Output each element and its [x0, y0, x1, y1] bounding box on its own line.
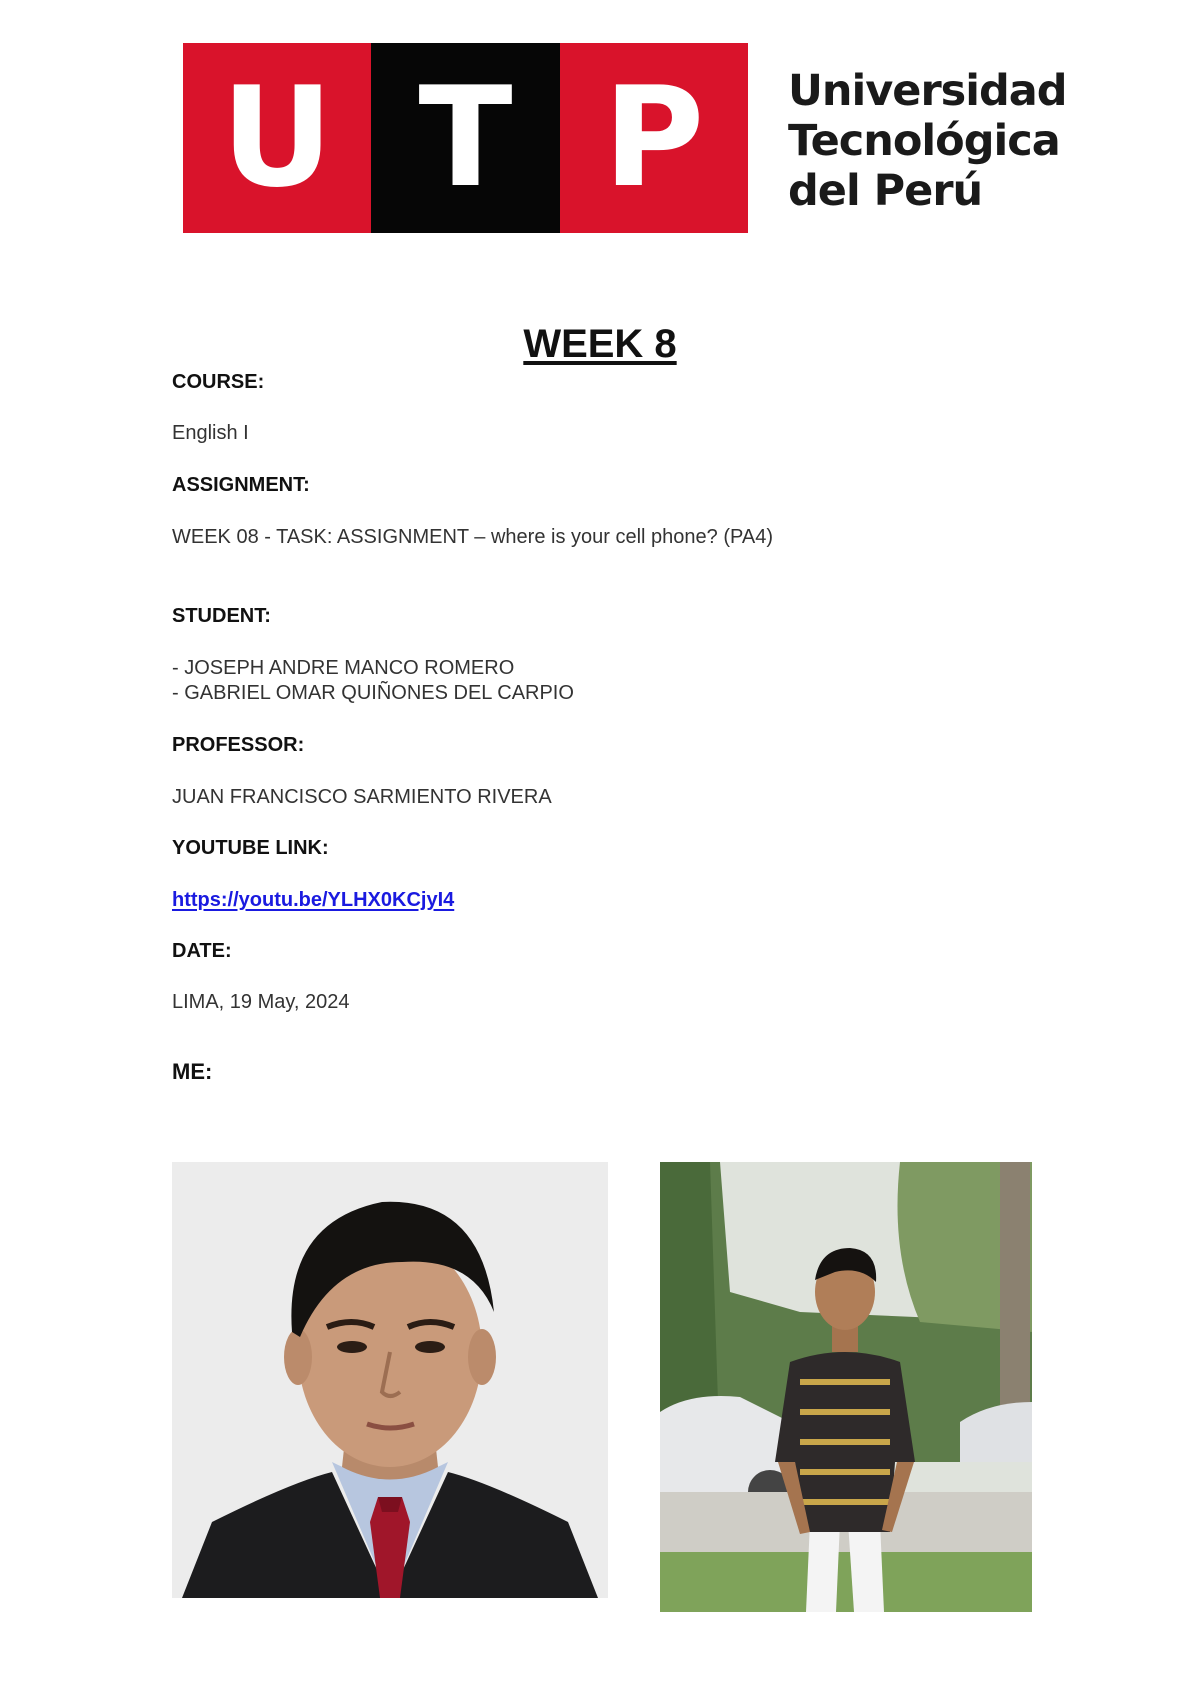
wordmark-line: Universidad [788, 66, 1067, 116]
youtube-link[interactable]: https://youtu.be/YLHX0KCjyI4 [172, 889, 455, 911]
portrait-illustration [172, 1162, 608, 1598]
course-label: COURSE: [172, 371, 265, 393]
wordmark-line: del Perú [788, 166, 983, 216]
youtube-label: YOUTUBE LINK: [172, 837, 329, 859]
logo-letter-t: T [371, 43, 559, 233]
page-title: WEEK 8 [523, 322, 677, 366]
university-wordmark [788, 66, 1067, 216]
professor-value: JUAN FRANCISCO SARMIENTO RIVERA [172, 786, 552, 808]
professor-label: PROFESSOR: [172, 734, 305, 756]
assignment-value: WEEK 08 - TASK: ASSIGNMENT – where is your cell phone? (PA4) [172, 526, 773, 548]
assignment-label: ASSIGNMENT: [172, 474, 310, 496]
logo-letter-u: U [183, 43, 371, 233]
student-label: STUDENT: [172, 605, 271, 627]
me-label: ME: [172, 1059, 213, 1084]
logo-letter-p: P [560, 43, 748, 233]
student-name: - GABRIEL OMAR QUIÑONES DEL CARPIO [172, 682, 574, 704]
outdoor-illustration [660, 1162, 1032, 1612]
course-value: English I [172, 422, 249, 444]
utp-logo [183, 43, 748, 233]
student-portrait-photo [172, 1162, 608, 1598]
student-name: - JOSEPH ANDRE MANCO ROMERO [172, 657, 515, 679]
student-outdoor-photo [660, 1162, 1032, 1612]
date-value: LIMA, 19 May, 2024 [172, 991, 350, 1013]
wordmark-line: Tecnológica [788, 116, 1060, 166]
date-label: DATE: [172, 940, 232, 962]
